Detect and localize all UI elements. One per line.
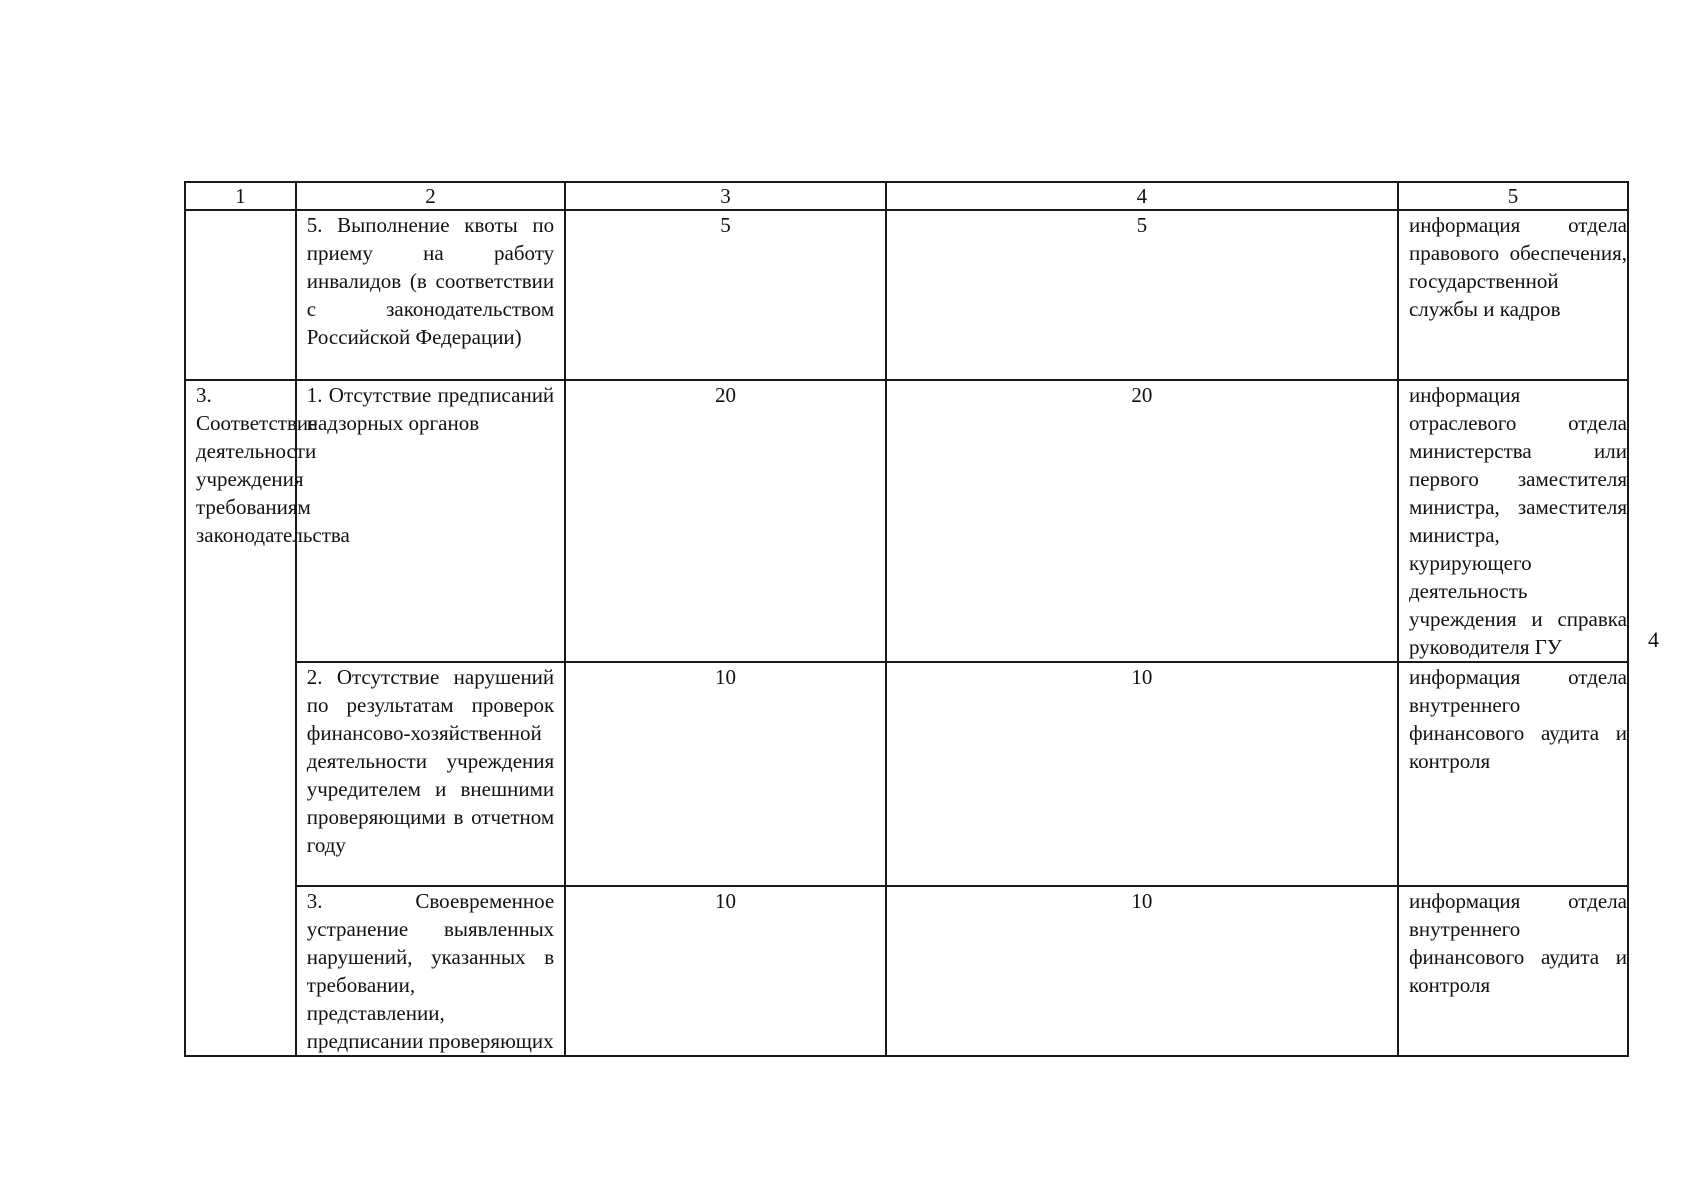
- indicator-cell: 2. Отсутствие нарушений по результатам проверок финансово-хозяйственной деятельности учреждения учредителем и внешними проверяющими в отчетном году: [296, 662, 565, 886]
- header-cell-4: 4: [886, 182, 1398, 210]
- page-number: 4: [1648, 627, 1659, 652]
- score-cell-col4: 20: [886, 380, 1398, 662]
- indicator-cell: 5. Выполнение квоты по приему на работу инвалидов (в соответствии с законодательством Российской Федерации): [296, 210, 565, 380]
- source-cell: информация отраслевого отдела министерства или первого заместителя министра, заместителя министра, курирующего деятельность учреждения и справка руководителя ГУ: [1398, 380, 1628, 662]
- header-cell-1: 1: [185, 182, 296, 210]
- header-cell-2: 2: [296, 182, 565, 210]
- header-cell-3: 3: [565, 182, 886, 210]
- criteria-table: [184, 181, 1629, 1057]
- criterion-cell: 3. Соответствие деятельности учреждения требованиям законодательства: [185, 380, 296, 1056]
- source-cell: информация отдела правового обеспечения, государственной службы и кадров: [1398, 210, 1628, 380]
- score-cell-col4: 10: [886, 886, 1398, 1056]
- table-row: [185, 662, 1628, 886]
- source-cell: информация отдела внутреннего финансового аудита и контроля: [1398, 662, 1628, 886]
- score-cell-col4: 5: [886, 210, 1398, 380]
- indicator-cell: 1. Отсутствие предписаний надзорных органов: [296, 380, 565, 662]
- score-cell-col3: 5: [565, 210, 886, 380]
- table-header-row: [185, 182, 1628, 210]
- score-cell-col3: 10: [565, 662, 886, 886]
- score-cell-col3: 10: [565, 886, 886, 1056]
- score-cell-col4: 10: [886, 662, 1398, 886]
- indicator-cell: 3. Своевременное устранение выявленных нарушений, указанных в требовании, представлении, предписании проверяющих: [296, 886, 565, 1056]
- source-cell: информация отдела внутреннего финансового аудита и контроля: [1398, 886, 1628, 1056]
- table-row: [185, 886, 1628, 1056]
- header-cell-5: 5: [1398, 182, 1628, 210]
- score-cell-col3: 20: [565, 380, 886, 662]
- table-row: [185, 380, 1628, 662]
- table-row: [185, 210, 1628, 380]
- criterion-cell-empty: [185, 210, 296, 380]
